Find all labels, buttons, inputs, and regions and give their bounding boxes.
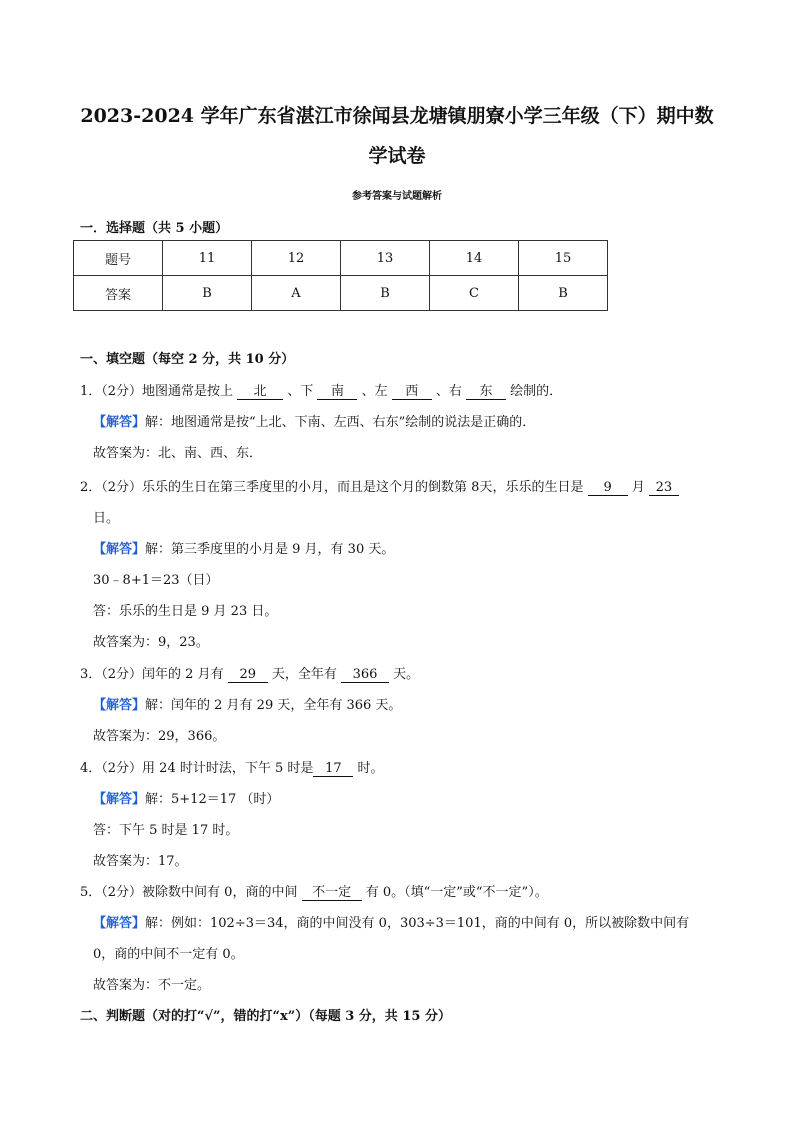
question-text: 5．（2分）被除数中间有 0，商的中间 (80, 885, 302, 900)
final-answer-1: 故答案为：北、南、西、东． (93, 446, 263, 461)
answer-blank: 23 (649, 481, 679, 496)
answer-tag: 【解答】 (93, 916, 146, 931)
table-cell: 15 (519, 241, 608, 276)
calculation-2: 30﹣8+1＝23（日） (93, 573, 219, 588)
analysis-2 (93, 538, 394, 557)
answer-blank: 西 (392, 385, 432, 400)
table-row (74, 241, 608, 276)
question-text: 有 0。（填“一定”或“不一定”）。 (361, 885, 548, 900)
question-2 (80, 476, 679, 496)
answer-blank: 9 (588, 481, 628, 496)
final-answer-4: 故答案为：17。 (93, 854, 188, 869)
table-cell: B (519, 276, 608, 311)
table-cell: 答案 (74, 276, 163, 311)
question-text: 天，全年有 (267, 667, 341, 682)
answer-blank: 南 (317, 385, 357, 400)
question-text: 月 (627, 480, 649, 495)
answer-blank: 29 (228, 668, 268, 683)
section-heading-judge: 二、判断题（对的打“√”，错的打“x”）（每题 3 分，共 15 分） (80, 1009, 451, 1024)
table-row (74, 276, 608, 311)
table-cell: 11 (163, 241, 252, 276)
question-text: 、下 (283, 384, 318, 399)
answer-blank: 366 (341, 668, 389, 683)
question-text: 2．（2分）乐乐的生日在第三季度里的小月，而且是这个月的倒数第 8天，乐乐的生日是 (80, 480, 588, 495)
analysis-1 (93, 411, 535, 430)
analysis-5 (93, 912, 689, 931)
table-cell: C (430, 276, 519, 311)
analysis-text: 解：例如：102÷3＝34，商的中间没有 0，303÷3＝101，商的中间有 0，所以被除数中间有 (145, 916, 690, 931)
analysis-text: 解：5+12＝17 （时） (145, 792, 280, 807)
question-text: 1．（2分）地图通常是按上 (80, 384, 238, 399)
answer-blank: 不一定 (302, 886, 362, 901)
page-title-continued: 学试卷 (368, 145, 426, 167)
answer-tag: 【解答】 (93, 792, 146, 807)
final-answer-2: 故答案为：9，23。 (93, 635, 209, 650)
table-cell: A (252, 276, 341, 311)
answer-table (73, 240, 608, 311)
table-cell: 13 (341, 241, 430, 276)
table-cell: 题号 (74, 241, 163, 276)
answer-blank: 东 (466, 385, 506, 400)
final-answer-5: 故答案为：不一定。 (93, 978, 211, 993)
analysis-text: 解：闰年的 2 月有 29 天，全年有 366 天。 (145, 698, 402, 713)
page-title: 2023-2024 学年广东省湛江市徐闻县龙塘镇朋寮小学三年级（下）期中数 (80, 105, 714, 127)
analysis-5-continued: 0，商的中间不一定有 0。 (93, 947, 244, 962)
answer-tag: 【解答】 (93, 542, 146, 557)
question-5 (80, 881, 548, 901)
analysis-3 (93, 694, 401, 713)
reply-2: 答：乐乐的生日是 9 月 23 日。 (93, 604, 278, 619)
question-text: 绘制的． (505, 384, 563, 399)
section-heading-fill: 一、填空题（每空 2 分，共 10 分） (80, 352, 295, 367)
analysis-text: 解：第三季度里的小月是 9 月，有 30 天。 (145, 542, 395, 557)
table-cell: 12 (252, 241, 341, 276)
analysis-text: 解：地图通常是按“上北、下南、左西、右东”绘制的说法是正确的． (145, 415, 536, 430)
answer-blank: 17 (313, 762, 353, 777)
final-answer-3: 故答案为：29，366。 (93, 729, 226, 744)
question-text: 、右 (431, 384, 466, 399)
table-cell: B (341, 276, 430, 311)
question-4 (80, 757, 384, 777)
section-heading-choice: 一．选择题（共 5 小题） (80, 221, 229, 236)
question-2-continued: 日。 (93, 511, 120, 526)
question-1 (80, 380, 562, 400)
table-cell: 14 (430, 241, 519, 276)
answer-blank: 北 (237, 385, 283, 400)
question-3 (80, 663, 419, 683)
answer-tag: 【解答】 (93, 415, 146, 430)
question-text: 、左 (357, 384, 392, 399)
question-text: 时。 (353, 761, 384, 776)
question-text: 天。 (388, 667, 420, 682)
table-cell: B (163, 276, 252, 311)
analysis-4 (93, 788, 279, 807)
reply-4: 答：下午 5 时是 17 时。 (93, 823, 239, 838)
question-text: 4．（2分）用 24 时计时法，下午 5 时是 (80, 761, 314, 776)
question-text: 3．（2分）闰年的 2 月有 (80, 667, 228, 682)
page-subtitle: 参考答案与试题解析 (352, 191, 442, 202)
answer-tag: 【解答】 (93, 698, 146, 713)
